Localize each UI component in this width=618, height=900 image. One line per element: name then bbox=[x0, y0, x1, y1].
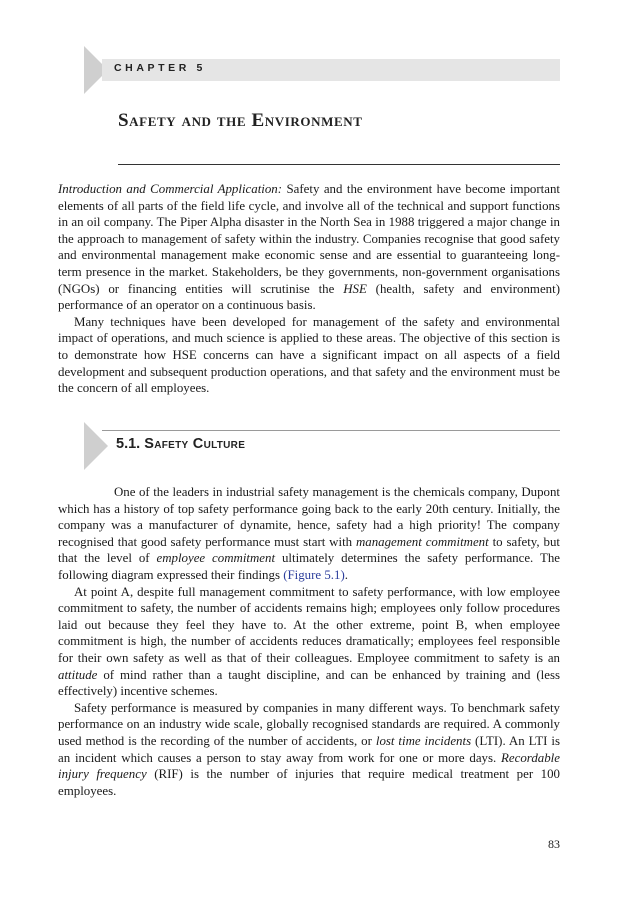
section-title bbox=[116, 436, 245, 452]
body-paragraph-2: At point A, despite full management commitment to safety performance, with low employee commitment to safety, the number of accidents remains high; employees only follow procedures laid out because they feel they have to. At the other extreme, point B, when employee commitment is high, the number of accidents reduces dramatically; employees feel responsible for their own safety as well as that of their colleagues. Employee commitment to safety is an attitude of mind rather than a taught discipline, and can be enhanced by training and (less effectively) incentive schemes. bbox=[58, 584, 560, 699]
chapter-title: Safety and the Environment bbox=[118, 110, 363, 131]
intro-paragraph-1: Introduction and Commercial Application: Safety and the environment have become important elements of all parts of the field life cycle, and involve all of the technical and support functions in an oil company. The Piper Alpha disaster in the North Sea in 1988 triggered a major change in the approach to management of safety within the industry. Companies recognise that good safety and environmental management make economic sense and are essential to guaranteeing long-term presence in the market. Stakeholders, be they governments, non-government organisations (NGOs) or financing entities will scrutinise the HSE (health, safety and environment) performance of an operator on a continuous basis. bbox=[58, 182, 560, 313]
term-attitude: attitude bbox=[58, 667, 98, 682]
section-body bbox=[58, 484, 560, 799]
section-number: 5.1. bbox=[116, 436, 141, 452]
section-title-text: Safety Culture bbox=[144, 436, 246, 452]
term-employee-commitment: employee commitment bbox=[156, 551, 276, 566]
intro-lead-in: Introduction and Commercial Application: bbox=[58, 182, 283, 196]
title-rule bbox=[118, 164, 560, 165]
hse-term: HSE bbox=[343, 281, 367, 296]
term-management-commitment: management commitment bbox=[355, 534, 489, 549]
section-rule bbox=[102, 430, 560, 431]
body-paragraph-1: One of the leaders in industrial safety management is the chemicals company, Dupont which has a history of top safety performance going back to the early 20th century. Initially, the company was a manufacturer of dynamite, hence, safety had a high priority! The company recognised that good safety performance must start with management commitment to safety, but that the level of employee commitment ultimately determines the safety performance. The following diagram expressed their findings (Figure 5.1). bbox=[58, 485, 560, 582]
term-lost-time-incidents: lost time incidents bbox=[375, 733, 472, 748]
term-recordable-injury-frequency: Recordable injury frequency bbox=[58, 750, 560, 782]
chapter-header bbox=[84, 46, 560, 94]
section-header bbox=[84, 422, 560, 470]
page-number: 83 bbox=[548, 837, 560, 851]
intro-paragraph-2: Many techniques have been developed for management of the safety and environmental impact of operations, and much science is applied to these areas. The objective of this section is to demonstrate how HSE concerns can have a significant impact on all aspects of a field development and subsequent production operations, and that safety and the environment must be the concern of all employees. bbox=[58, 314, 560, 396]
body-paragraph-3: Safety performance is measured by companies in many different ways. To benchmark safety performance on an industry wide scale, globally recognised standards are required. A commonly used method is the recording of the number of accidents, or lost time incidents (LTI). An LTI is an incident which causes a person to stay away from work for one or more days. Recordable injury frequency (RIF) is the number of injuries that require medical treatment per 100 employees. bbox=[58, 700, 560, 798]
intro-text bbox=[58, 181, 560, 397]
figure-link[interactable]: (Figure 5.1) bbox=[283, 567, 345, 582]
chapter-label: CHAPTER 5 bbox=[114, 62, 206, 74]
